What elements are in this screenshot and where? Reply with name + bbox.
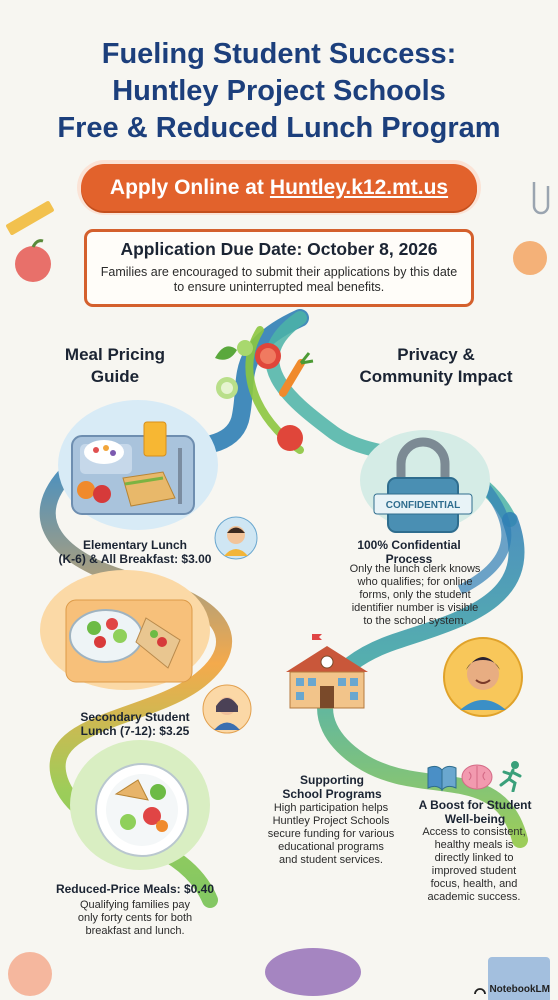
apple-icon [505, 230, 555, 280]
support-desc-line-4: educational programs [278, 841, 384, 853]
boost-desc-line-5: focus, health, and [430, 878, 518, 890]
reduced-price-label: Reduced-Price Meals: $0.40 [55, 882, 215, 896]
meal-pricing-heading [40, 344, 190, 388]
notebook-logo-icon [474, 985, 486, 995]
apply-online-button[interactable] [81, 164, 477, 211]
confidential-desc-line-3: forms, only the student [359, 589, 471, 601]
boost-title-line-1: A Boost for Student [418, 798, 532, 812]
support-desc-line-2: Huntley Project Schools [272, 815, 390, 827]
reduced-desc-line-3: breakfast and lunch. [85, 925, 185, 937]
supporting-programs-title [272, 773, 392, 801]
confidential-badge: CONFIDENTIAL [385, 500, 461, 511]
running-figure-icon [496, 760, 526, 792]
padlock-icon [368, 436, 478, 536]
notebooklm-brand [474, 984, 550, 995]
title-line-2: Huntley Project Schools [112, 75, 446, 107]
book-icon [424, 762, 460, 792]
reduced-desc-line-2: only forty cents for both [77, 912, 193, 924]
elementary-price-label [50, 538, 220, 566]
supporting-programs-description [256, 802, 406, 867]
support-desc-line-5: and student services. [279, 854, 383, 866]
salad-icon [64, 596, 194, 686]
confidential-desc-line-4: identifier number is visible [351, 602, 479, 614]
elementary-line-2: (K-6) & All Breakfast: $3.00 [58, 552, 212, 566]
privacy-heading-line-1: Privacy & [397, 345, 475, 364]
boost-desc-line-2: healthy meals is [434, 839, 514, 851]
due-date-description: Families are encouraged to submit their applications by this date to ensure uninterrupted meal benefits. [100, 265, 458, 294]
plate-icon [92, 760, 192, 860]
meal-pricing-heading-line-2: Guide [90, 367, 140, 386]
school-building-icon [282, 632, 372, 712]
brain-icon [460, 762, 494, 792]
due-date-box [84, 229, 474, 307]
support-desc-line-1: High participation helps [273, 802, 389, 814]
secondary-line-2: Lunch (7-12): $3.25 [80, 724, 190, 738]
apply-prefix: Apply Online at [109, 175, 264, 199]
privacy-heading [336, 344, 536, 388]
title-line-3: Free & Reduced Lunch Program [57, 112, 501, 144]
lunch-tray-icon [68, 418, 198, 518]
boost-desc-line-6: academic success. [427, 891, 521, 903]
boost-desc-line-4: improved student [431, 865, 517, 877]
student-avatar-icon [442, 636, 524, 718]
brand-label: NotebookLM [489, 984, 550, 995]
boost-desc-line-3: directly linked to [434, 852, 514, 864]
confidential-desc-line-2: who qualifies; for online [357, 576, 473, 588]
page-title [0, 36, 558, 147]
privacy-heading-line-2: Community Impact [359, 367, 513, 386]
meal-pricing-heading-line-1: Meal Pricing [64, 345, 166, 364]
apply-link[interactable]: Huntley.k12.mt.us [269, 175, 449, 199]
boost-desc-line-1: Access to consistent, [422, 826, 526, 838]
support-desc-line-3: secure funding for various [267, 828, 395, 840]
confidential-title [344, 538, 474, 566]
apple-icon [0, 940, 60, 1000]
boost-title-line-2: Well-being [444, 812, 506, 826]
due-date-title: Application Due Date: October 8, 2026 [120, 239, 438, 259]
confidential-title-line-1: 100% Confidential [357, 538, 461, 552]
pencil-icon [0, 190, 60, 250]
secondary-line-1: Secondary Student [80, 710, 190, 724]
support-title-line-1: Supporting [300, 773, 364, 787]
reduced-desc-line-1: Qualifying families pay [79, 899, 191, 911]
confidential-desc-line-1: Only the lunch clerk knows [349, 563, 481, 575]
secondary-price-label [60, 710, 210, 738]
eggplant-icon [258, 930, 368, 1000]
support-title-line-2: School Programs [282, 787, 382, 801]
student-avatar-icon [214, 516, 258, 560]
well-being-description [404, 826, 544, 904]
confidential-description [330, 563, 500, 628]
title-line-1: Fueling Student Success: [101, 38, 457, 70]
vegetables-icon [205, 318, 325, 458]
well-being-title [410, 798, 540, 826]
confidential-title-line-2: Process [385, 552, 433, 566]
reduced-price-description [40, 899, 230, 938]
elementary-line-1: Elementary Lunch [82, 538, 188, 552]
paperclip-icon [526, 178, 556, 218]
confidential-desc-line-5: to the school system. [363, 615, 467, 627]
